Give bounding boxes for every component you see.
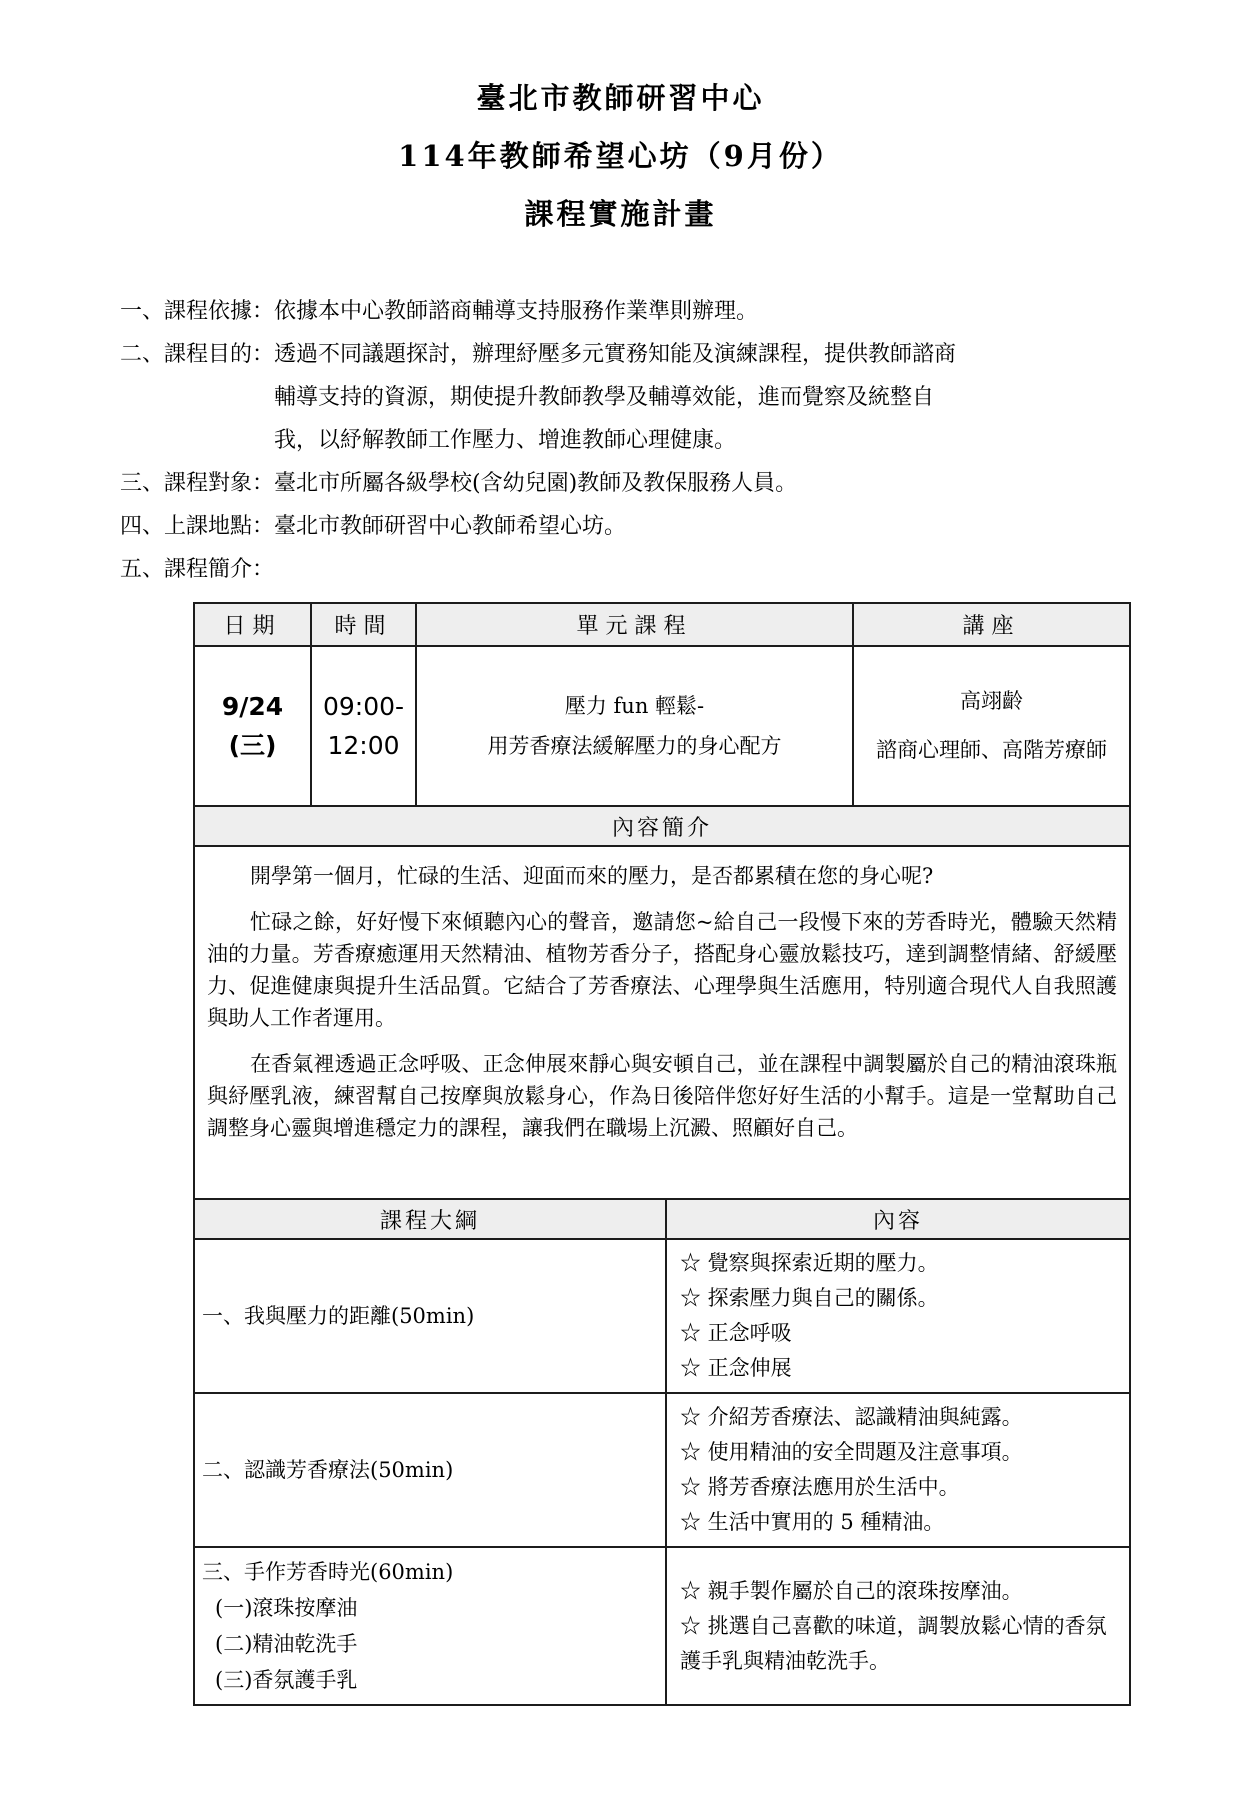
header-cell-date: 日期 <box>194 603 311 646</box>
intro-item-location <box>120 505 1126 548</box>
plan-title: 課程實施計畫 <box>524 197 717 231</box>
content-item: ☆ 正念伸展 <box>680 1356 792 1380</box>
program-title: 114年教師希望心坊（9月份） <box>398 139 843 173</box>
time-cell <box>311 646 416 806</box>
outline-title: 三、手作芳香時光(60min) <box>202 1560 454 1584</box>
lecturer-name: 高翊齡 <box>960 689 1023 713</box>
header-cell-time: 時間 <box>311 603 416 646</box>
content-intro-cell <box>194 846 1130 1199</box>
outline-row-2 <box>194 1393 1130 1547</box>
schedule-header-row <box>194 603 1130 646</box>
content-paragraph-1: 開學第一個月，忙碌的生活、迎面而來的壓力，是否都累積在您的身心呢? <box>250 864 934 888</box>
content-item: ☆ 正念呼吸 <box>680 1321 792 1345</box>
header-cell-outline: 課程大綱 <box>194 1199 666 1239</box>
time-start: 09:00- <box>322 692 405 721</box>
org-title: 臺北市教師研習中心 <box>476 81 765 115</box>
intro-text-line: 依據本中心教師諮商輔導支持服務作業準則辦理。 <box>274 299 759 324</box>
intro-item-text <box>274 462 1126 505</box>
intro-item-label: 三、課程對象： <box>120 471 275 496</box>
content-item: ☆ 將芳香療法應用於生活中。 <box>680 1475 960 1499</box>
content-item: ☆ 生活中實用的 5 種精油。 <box>680 1510 945 1534</box>
content-paragraph-2: 忙碌之餘，好好慢下來傾聽內心的聲音，邀請您~給自己一段慢下來的芳香時光，體驗天然精油的力量。芳香療癒運用天然精油、植物芳香分子，搭配身心靈放鬆技巧，達到調整情緒、舒緩壓力、促進健康與提升生活品質。它結合了芳香療法、心理學與生活應用，特別適合現代人自我照護與助人工作者運用。 <box>207 910 1117 1030</box>
outline-row-1 <box>194 1239 1130 1393</box>
content-intro-row <box>194 846 1130 1199</box>
intro-text-line: 臺北市所屬各級學校(含幼兒園)教師及教保服務人員。 <box>274 471 798 496</box>
intro-item-label: 一、課程依據： <box>120 299 275 324</box>
outline-cell <box>194 1393 666 1547</box>
outline-subitem: (二)精油乾洗手 <box>215 1632 358 1656</box>
intro-text-line: 透過不同議題探討，辦理紓壓多元實務知能及演練課程，提供教師諮商 <box>274 342 957 367</box>
lecturer-cell <box>853 646 1130 806</box>
outline-header-row <box>194 1199 1130 1239</box>
schedule-data-row <box>194 646 1130 806</box>
content-cell <box>666 1393 1130 1547</box>
header-cell-course: 單元課程 <box>416 603 853 646</box>
date-cell <box>194 646 311 806</box>
content-intro-header-row <box>194 806 1130 846</box>
weekday-value: (三) <box>228 731 277 760</box>
outline-cell <box>194 1239 666 1393</box>
intro-item-purpose <box>120 333 1126 462</box>
outline-subitem: (三)香氛護手乳 <box>215 1668 358 1692</box>
course-title-line: 壓力 fun 輕鬆- <box>564 694 705 718</box>
content-item: ☆ 探索壓力與自己的關係。 <box>680 1286 939 1310</box>
lecturer-credentials: 諮商心理師、高階芳療師 <box>876 738 1107 762</box>
header-cell-lecturer: 講座 <box>853 603 1130 646</box>
header-cell-content: 內容 <box>666 1199 1130 1239</box>
content-intro-header: 內容簡介 <box>194 806 1130 846</box>
intro-text-line: 輔導支持的資源，期使提升教師教學及輔導效能，進而覺察及統整自 <box>274 385 935 410</box>
course-cell <box>416 646 853 806</box>
content-paragraph-3: 在香氣裡透過正念呼吸、正念伸展來靜心與安頓自己，並在課程中調製屬於自己的精油滾珠瓶與紓壓乳液，練習幫自己按摩與放鬆身心，作為日後陪伴您好好生活的小幫手。這是一堂幫助自己調整身心靈與增進穩定力的課程，讓我們在職場上沉澱、照顧好自己。 <box>207 1052 1117 1140</box>
intro-item-label: 五、課程簡介： <box>120 557 275 582</box>
content-item: ☆ 親手製作屬於自己的滾珠按摩油。 <box>680 1578 1023 1603</box>
intro-item-text <box>274 333 1126 462</box>
content-cell <box>666 1239 1130 1393</box>
intro-item-text <box>274 290 1126 333</box>
content-item: ☆ 使用精油的安全問題及注意事項。 <box>680 1440 1023 1464</box>
content-item: ☆ 挑選自己喜歡的味道，調製放鬆心情的香氛護手乳與精油乾洗手。 <box>680 1613 1107 1673</box>
intro-item-label: 四、上課地點： <box>120 514 275 539</box>
content-item: ☆ 覺察與探索近期的壓力。 <box>680 1251 939 1275</box>
content-cell <box>666 1547 1130 1705</box>
intro-text-line: 我，以紓解教師工作壓力、增進教師心理健康。 <box>274 428 737 453</box>
intro-item-text <box>274 505 1126 548</box>
outline-cell <box>194 1547 666 1705</box>
outline-table <box>193 1198 1131 1706</box>
document-header <box>0 0 1241 232</box>
outline-title: 二、認識芳香療法(50min) <box>202 1458 454 1482</box>
outline-row-3 <box>194 1547 1130 1705</box>
intro-item-overview <box>120 548 1126 591</box>
course-subtitle-line: 用芳香療法緩解壓力的身心配方 <box>487 734 782 758</box>
intro-item-label: 二、課程目的： <box>120 342 275 367</box>
outline-subitem: (一)滾珠按摩油 <box>215 1596 358 1620</box>
content-item: ☆ 介紹芳香療法、認識精油與純露。 <box>680 1405 1023 1429</box>
intro-item-audience <box>120 462 1126 505</box>
intro-list <box>120 290 1126 591</box>
schedule-table <box>193 602 1131 1200</box>
intro-text-line: 臺北市教師研習中心教師希望心坊。 <box>274 514 627 539</box>
time-end: 12:00 <box>327 731 400 760</box>
intro-item-basis <box>120 290 1126 333</box>
course-tables <box>193 602 1129 1706</box>
date-value: 9/24 <box>221 692 284 721</box>
outline-title: 一、我與壓力的距離(50min) <box>202 1304 475 1328</box>
